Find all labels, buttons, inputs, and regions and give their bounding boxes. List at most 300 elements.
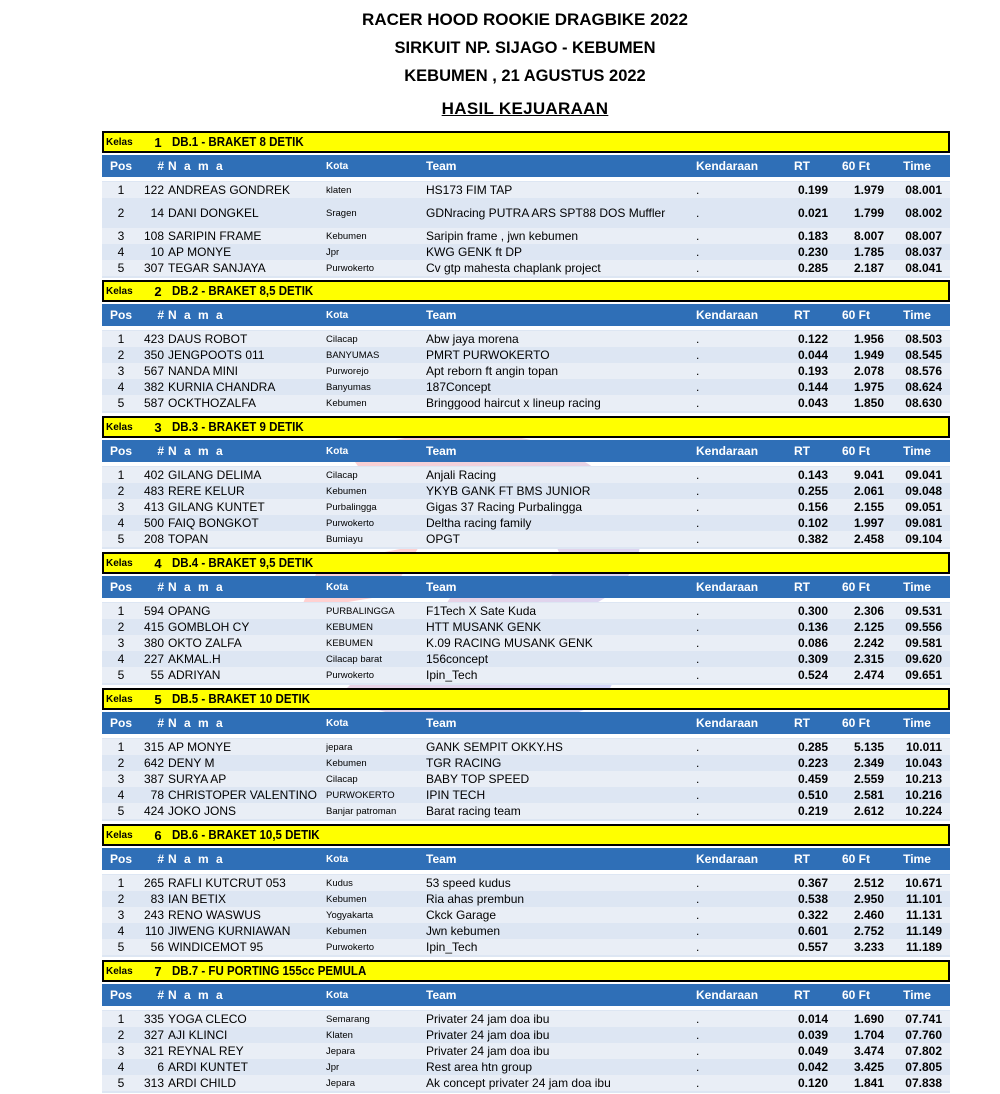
table-row (102, 907, 950, 923)
column-header-nama: N a m a (168, 444, 225, 458)
cell-kota: Purworejo (326, 365, 369, 377)
cell-pos: 4 (117, 380, 125, 394)
table-row (102, 651, 950, 667)
cell-kota: Purwokerto (326, 517, 375, 529)
cell-rt: 0.601 (797, 924, 828, 938)
cell-no: 227 (143, 652, 164, 666)
cell-team: Ckck Garage (426, 908, 497, 922)
cell-ft: 2.306 (853, 604, 884, 618)
column-header-team: Team (426, 159, 457, 173)
cell-no: 350 (143, 348, 164, 362)
cell-ft: 2.559 (853, 772, 884, 786)
cell-pos: 5 (117, 668, 125, 682)
cell-ft: 8.007 (853, 229, 884, 243)
cell-no: 78 (150, 788, 164, 802)
column-header-row (102, 984, 950, 1006)
cell-ft: 1.975 (853, 380, 884, 394)
column-header-kota: Kota (326, 309, 349, 321)
cell-team: Barat racing team (426, 804, 521, 818)
cell-kend: . (696, 892, 700, 906)
cell-ft: 2.125 (853, 620, 884, 634)
cell-kota: klaten (326, 184, 352, 196)
column-header-rt: RT (794, 580, 810, 594)
cell-pos: 2 (117, 206, 125, 220)
cell-time: 09.081 (905, 516, 942, 530)
column-header-pos: Pos (109, 444, 132, 458)
cell-kota: Banyumas (326, 381, 371, 393)
column-header-nama: N a m a (168, 580, 225, 594)
column-header-no: # (157, 716, 164, 730)
cell-pos: 1 (117, 183, 125, 197)
cell-no: 6 (157, 1060, 164, 1074)
cell-rt: 0.199 (797, 183, 828, 197)
result-rows (102, 181, 950, 278)
cell-team: PMRT PURWOKERTO (426, 348, 550, 362)
event-venue: SIRKUIT NP. SIJAGO - KEBUMEN (394, 39, 656, 57)
cell-no: 415 (143, 620, 164, 634)
table-row (102, 755, 950, 771)
class-section (102, 552, 950, 685)
cell-rt: 0.120 (797, 1076, 828, 1090)
cell-pos: 1 (117, 876, 125, 890)
table-row (102, 1059, 950, 1075)
cell-kend: . (696, 484, 700, 498)
cell-rt: 0.557 (797, 940, 828, 954)
cell-kota: Cilacap (326, 469, 358, 481)
cell-time: 07.802 (905, 1044, 942, 1058)
cell-kend: . (696, 636, 700, 650)
cell-nama: KURNIA CHANDRA (168, 380, 276, 394)
cell-rt: 0.300 (797, 604, 828, 618)
cell-ft: 2.474 (853, 668, 884, 682)
cell-pos: 3 (117, 636, 125, 650)
result-rows (102, 1010, 950, 1093)
class-number: 5 (154, 691, 162, 707)
cell-rt: 0.219 (797, 804, 828, 818)
column-header-kota: Kota (326, 989, 349, 1001)
cell-no: 402 (143, 468, 164, 482)
cell-team: Abw jaya morena (426, 332, 519, 346)
cell-kota: Kebumen (326, 925, 367, 937)
cell-nama: REYNAL REY (168, 1044, 244, 1058)
cell-ft: 2.349 (853, 756, 884, 770)
cell-team: GDNracing PUTRA ARS SPT88 DOS Muffler (426, 206, 666, 220)
column-header-rt: RT (794, 716, 810, 730)
cell-kend: . (696, 206, 700, 220)
cell-kota: Jepara (326, 1045, 356, 1057)
column-header-rt: RT (794, 852, 810, 866)
cell-time: 08.630 (905, 396, 942, 410)
table-row (102, 803, 950, 819)
cell-nama: TEGAR SANJAYA (168, 261, 266, 275)
column-header-team: Team (426, 444, 457, 458)
cell-team: Ipin_Tech (426, 940, 478, 954)
column-header-row (102, 155, 950, 177)
cell-nama: SARIPIN FRAME (168, 229, 262, 243)
class-label: Kelas (106, 965, 133, 977)
cell-nama: NANDA MINI (168, 364, 239, 378)
cell-team: Rest area htn group (426, 1060, 533, 1074)
cell-nama: JENGPOOTS 011 (168, 348, 265, 362)
cell-nama: DANI DONGKEL (168, 206, 259, 220)
cell-kend: . (696, 1028, 700, 1042)
cell-rt: 0.255 (797, 484, 828, 498)
cell-pos: 5 (117, 940, 125, 954)
cell-team: Apt reborn ft angin topan (426, 364, 559, 378)
cell-kota: Jpr (326, 1061, 340, 1073)
cell-kend: . (696, 468, 700, 482)
cell-nama: RERE KELUR (168, 484, 245, 498)
cell-time: 11.189 (905, 940, 942, 954)
cell-kota: Kudus (326, 877, 353, 889)
table-row (102, 331, 950, 347)
cell-no: 243 (143, 908, 164, 922)
table-row (102, 467, 950, 483)
cell-rt: 0.086 (797, 636, 828, 650)
cell-nama: ANDREAS GONDREK (168, 183, 291, 197)
column-header-ft60: 60 Ft (841, 308, 870, 322)
class-number: 3 (154, 419, 162, 435)
cell-nama: AP MONYE (168, 740, 232, 754)
cell-kota: Kebumen (326, 757, 367, 769)
class-name: DB.1 - BRAKET 8 DETIK (172, 135, 304, 149)
class-name: DB.7 - FU PORTING 155cc PEMULA (172, 964, 367, 978)
cell-team: Ak concept privater 24 jam doa ibu (426, 1076, 611, 1090)
column-header-no: # (157, 444, 164, 458)
cell-pos: 2 (117, 756, 125, 770)
results-heading: HASIL KEJUARAAN (441, 99, 609, 118)
cell-team: KWG GENK ft DP (426, 245, 523, 259)
cell-nama: AJI KLINCI (168, 1028, 228, 1042)
cell-pos: 2 (117, 484, 125, 498)
cell-ft: 1.799 (853, 206, 884, 220)
class-number: 1 (154, 134, 162, 150)
class-number: 4 (154, 555, 162, 571)
cell-pos: 5 (117, 261, 125, 275)
cell-ft: 2.512 (853, 876, 884, 890)
cell-no: 122 (143, 183, 164, 197)
table-row (102, 499, 950, 515)
table-row (102, 603, 950, 619)
cell-no: 327 (143, 1028, 164, 1042)
class-number: 7 (154, 963, 162, 979)
cell-ft: 2.950 (853, 892, 884, 906)
table-row (102, 939, 950, 955)
cell-pos: 3 (117, 772, 125, 786)
cell-ft: 2.752 (853, 924, 884, 938)
cell-rt: 0.382 (797, 532, 828, 546)
table-row (102, 228, 950, 244)
table-row (102, 260, 950, 276)
cell-rt: 0.367 (797, 876, 828, 890)
cell-rt: 0.144 (797, 380, 828, 394)
cell-kend: . (696, 788, 700, 802)
cell-rt: 0.230 (797, 245, 828, 259)
class-title-bar (102, 688, 950, 710)
cell-no: 110 (144, 924, 164, 938)
cell-kend: . (696, 620, 700, 634)
cell-kend: . (696, 1012, 700, 1026)
column-header-pos: Pos (109, 308, 132, 322)
cell-kend: . (696, 332, 700, 346)
table-row (102, 379, 950, 395)
column-header-ft60: 60 Ft (841, 988, 870, 1002)
cell-time: 07.838 (905, 1076, 942, 1090)
cell-nama: OCKTHOZALFA (168, 396, 257, 410)
cell-kend: . (696, 229, 700, 243)
cell-pos: 1 (117, 604, 125, 618)
cell-team: Privater 24 jam doa ibu (426, 1012, 550, 1026)
cell-time: 07.741 (905, 1012, 942, 1026)
cell-rt: 0.039 (797, 1028, 828, 1042)
cell-rt: 0.014 (797, 1012, 828, 1026)
cell-no: 424 (143, 804, 164, 818)
cell-kend: . (696, 1076, 700, 1090)
class-label: Kelas (106, 693, 133, 705)
cell-team: Privater 24 jam doa ibu (426, 1028, 550, 1042)
cell-nama: DENY M (168, 756, 215, 770)
cell-kota: Kebumen (326, 230, 367, 242)
cell-kend: . (696, 364, 700, 378)
column-header-no: # (157, 580, 164, 594)
cell-kota: Yogyakarta (326, 909, 374, 921)
column-header-row (102, 712, 950, 734)
column-header-team: Team (426, 580, 457, 594)
table-row (102, 875, 950, 891)
column-header-kendaraan: Kendaraan (696, 988, 759, 1002)
cell-nama: RENO WASWUS (168, 908, 261, 922)
cell-ft: 2.155 (853, 500, 884, 514)
cell-nama: AP MONYE (168, 245, 232, 259)
cell-time: 08.041 (905, 261, 942, 275)
cell-kota: Cilacap barat (326, 653, 382, 665)
cell-kend: . (696, 652, 700, 666)
column-header-no: # (157, 159, 164, 173)
table-row (102, 787, 950, 803)
result-rows (102, 330, 950, 413)
cell-ft: 1.690 (853, 1012, 884, 1026)
cell-time: 10.216 (905, 788, 942, 802)
cell-kota: KEBUMEN (326, 637, 373, 649)
table-row (102, 1027, 950, 1043)
class-section (102, 960, 950, 1093)
column-header-kota: Kota (326, 717, 349, 729)
cell-no: 56 (150, 940, 164, 954)
column-header-pos: Pos (109, 988, 132, 1002)
cell-team: Privater 24 jam doa ibu (426, 1044, 550, 1058)
column-header-team: Team (426, 308, 457, 322)
cell-pos: 4 (117, 924, 125, 938)
cell-time: 08.001 (905, 183, 942, 197)
cell-ft: 1.997 (853, 516, 884, 530)
cell-no: 567 (143, 364, 164, 378)
column-header-no: # (157, 852, 164, 866)
cell-time: 09.531 (905, 604, 942, 618)
table-row (102, 667, 950, 683)
column-header-team: Team (426, 988, 457, 1002)
cell-nama: GILANG DELIMA (168, 468, 262, 482)
cell-no: 208 (143, 532, 164, 546)
column-header-rt: RT (794, 444, 810, 458)
cell-time: 09.556 (905, 620, 942, 634)
cell-pos: 3 (117, 1044, 125, 1058)
column-header-kota: Kota (326, 581, 349, 593)
cell-rt: 0.459 (797, 772, 828, 786)
cell-nama: SURYA AP (168, 772, 227, 786)
cell-no: 83 (150, 892, 164, 906)
cell-kend: . (696, 804, 700, 818)
cell-ft: 1.850 (853, 396, 884, 410)
cell-team: Ipin_Tech (426, 668, 478, 682)
cell-kota: Kebumen (326, 485, 367, 497)
column-header-nama: N a m a (168, 716, 225, 730)
cell-pos: 1 (117, 332, 125, 346)
column-header-kota: Kota (326, 160, 349, 172)
cell-nama: JOKO JONS (168, 804, 237, 818)
cell-ft: 3.425 (853, 1060, 884, 1074)
cell-nama: GILANG KUNTET (168, 500, 265, 514)
cell-time: 10.043 (905, 756, 942, 770)
class-title-bar (102, 280, 950, 302)
cell-rt: 0.143 (797, 468, 828, 482)
cell-kend: . (696, 500, 700, 514)
cell-nama: YOGA CLECO (168, 1012, 247, 1026)
cell-pos: 1 (117, 468, 125, 482)
cell-pos: 1 (117, 740, 125, 754)
cell-no: 642 (143, 756, 164, 770)
column-header-kendaraan: Kendaraan (696, 444, 759, 458)
cell-team: GANK SEMPIT OKKY.HS (426, 740, 563, 754)
cell-kend: . (696, 908, 700, 922)
cell-time: 10.213 (905, 772, 942, 786)
cell-nama: DAUS ROBOT (168, 332, 248, 346)
cell-no: 315 (143, 740, 164, 754)
cell-rt: 0.021 (797, 206, 828, 220)
table-row (102, 1043, 950, 1059)
cell-time: 11.149 (905, 924, 942, 938)
cell-no: 14 (150, 206, 164, 220)
cell-pos: 4 (117, 788, 125, 802)
column-header-nama: N a m a (168, 852, 225, 866)
result-rows (102, 874, 950, 957)
event-title: RACER HOOD ROOKIE DRAGBIKE 2022 (362, 10, 688, 29)
cell-team: Gigas 37 Racing Purbalingga (426, 500, 583, 514)
table-row (102, 363, 950, 379)
cell-ft: 2.187 (853, 261, 884, 275)
cell-team: YKYB GANK FT BMS JUNIOR (426, 484, 591, 498)
cell-team: K.09 RACING MUSANK GENK (426, 636, 593, 650)
cell-kota: Purwokerto (326, 669, 375, 681)
table-row (102, 347, 950, 363)
cell-kend: . (696, 924, 700, 938)
cell-ft: 2.315 (853, 652, 884, 666)
cell-rt: 0.102 (797, 516, 828, 530)
column-header-rt: RT (794, 308, 810, 322)
table-row (102, 244, 950, 260)
cell-ft: 2.242 (853, 636, 884, 650)
column-header-row (102, 304, 950, 326)
column-header-time: Time (903, 159, 931, 173)
cell-no: 335 (143, 1012, 164, 1026)
cell-kend: . (696, 261, 700, 275)
cell-kend: . (696, 516, 700, 530)
column-header-pos: Pos (109, 580, 132, 594)
cell-time: 11.101 (905, 892, 942, 906)
cell-kota: Kebumen (326, 893, 367, 905)
cell-nama: FAIQ BONGKOT (168, 516, 259, 530)
cell-no: 423 (143, 332, 164, 346)
cell-no: 321 (143, 1044, 164, 1058)
column-header-pos: Pos (109, 852, 132, 866)
cell-pos: 5 (117, 804, 125, 818)
cell-rt: 0.538 (797, 892, 828, 906)
cell-team: Anjali Racing (426, 468, 497, 482)
cell-team: Bringgood haircut x lineup racing (426, 396, 601, 410)
cell-kota: KEBUMEN (326, 621, 373, 633)
cell-no: 387 (143, 772, 164, 786)
cell-pos: 3 (117, 364, 125, 378)
cell-team: Cv gtp mahesta chaplank project (426, 261, 601, 275)
cell-pos: 5 (117, 396, 125, 410)
cell-kota: jepara (326, 741, 353, 753)
cell-kota: Purwokerto (326, 262, 375, 274)
class-label: Kelas (106, 829, 133, 841)
cell-rt: 0.049 (797, 1044, 828, 1058)
column-header-ft60: 60 Ft (841, 716, 870, 730)
cell-kota: Purbalingga (326, 501, 377, 513)
class-name: DB.3 - BRAKET 9 DETIK (172, 420, 304, 434)
cell-ft: 3.233 (853, 940, 884, 954)
cell-rt: 0.510 (797, 788, 828, 802)
cell-team: HS173 FIM TAP (426, 183, 513, 197)
cell-team: IPIN TECH (426, 788, 486, 802)
column-header-ft60: 60 Ft (841, 852, 870, 866)
class-section (102, 688, 950, 821)
cell-kota: Kebumen (326, 397, 367, 409)
column-header-pos: Pos (109, 716, 132, 730)
cell-kend: . (696, 876, 700, 890)
cell-kend: . (696, 756, 700, 770)
cell-time: 08.576 (905, 364, 942, 378)
cell-no: 380 (143, 636, 164, 650)
cell-pos: 3 (117, 500, 125, 514)
column-header-rt: RT (794, 988, 810, 1002)
column-header-time: Time (903, 988, 931, 1002)
class-name: DB.6 - BRAKET 10,5 DETIK (172, 828, 320, 842)
column-header-kendaraan: Kendaraan (696, 308, 759, 322)
column-header-team: Team (426, 852, 457, 866)
table-row (102, 635, 950, 651)
cell-ft: 2.612 (853, 804, 884, 818)
cell-team: 53 speed kudus (426, 876, 511, 890)
document-header (0, 6, 1000, 119)
cell-time: 09.581 (905, 636, 942, 650)
cell-ft: 3.474 (853, 1044, 884, 1058)
cell-team: BABY TOP SPEED (426, 772, 530, 786)
cell-no: 10 (150, 245, 164, 259)
class-section (102, 280, 950, 413)
table-row (102, 182, 950, 198)
table-row (102, 1075, 950, 1091)
column-header-row (102, 848, 950, 870)
cell-time: 08.503 (905, 332, 942, 346)
cell-rt: 0.524 (797, 668, 828, 682)
column-header-kendaraan: Kendaraan (696, 852, 759, 866)
cell-kota: Banjar patroman (326, 805, 397, 817)
cell-rt: 0.193 (797, 364, 828, 378)
cell-pos: 3 (117, 908, 125, 922)
cell-pos: 3 (117, 229, 125, 243)
